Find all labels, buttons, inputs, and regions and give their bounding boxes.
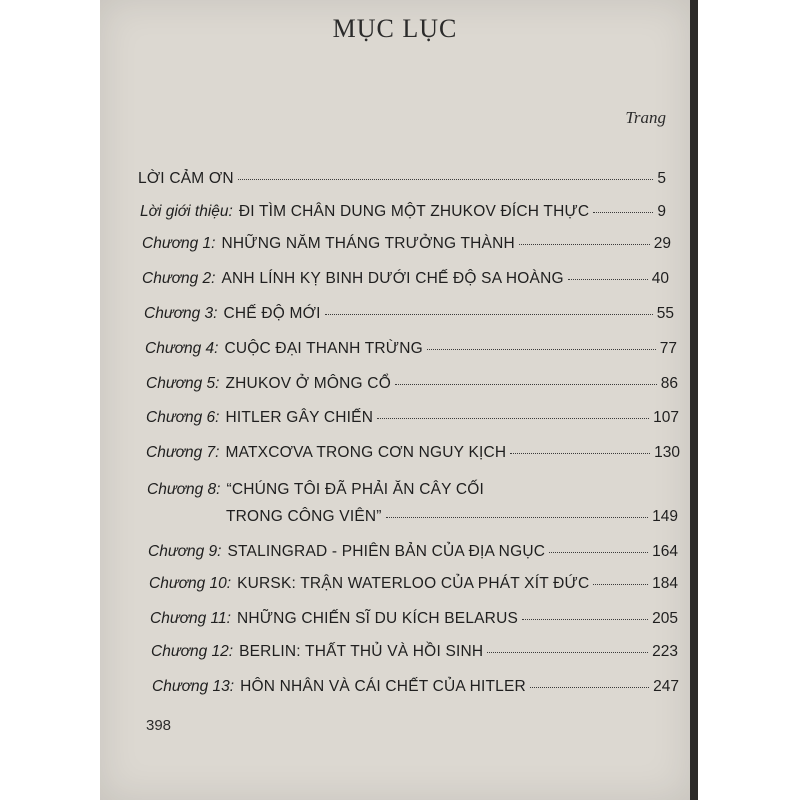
toc-entry [138, 170, 666, 188]
toc-entry [152, 678, 679, 696]
toc-entry-heading: BERLIN: THẤT THỦ VÀ HỒI SINH [239, 643, 484, 660]
toc-entry [147, 481, 484, 499]
toc-entry-label: Chương 10: [149, 575, 232, 592]
page-number: 398 [146, 717, 172, 734]
toc-entry-page: 9 [657, 203, 666, 220]
toc-entry-heading: ANH LÍNH KỴ BINH DƯỚI CHẾ ĐỘ SA HOÀNG [221, 270, 564, 287]
toc-entry-heading: LỜI CẢM ƠN [138, 170, 234, 187]
toc-entry-label: Chương 3: [144, 305, 218, 322]
toc-entry-page: 55 [656, 305, 674, 322]
toc-entry-page: 86 [660, 375, 678, 392]
dot-leader [377, 418, 649, 419]
toc-entry-label: Chương 12: [151, 643, 234, 660]
toc-entry-heading: MATXCƠVA TRONG CƠN NGUY KỊCH [225, 444, 507, 461]
toc-entry [150, 610, 678, 628]
toc-entry-heading: ĐI TÌM CHÂN DUNG MỘT ZHUKOV ĐÍCH THỰC [238, 203, 590, 220]
dot-leader [530, 687, 649, 688]
toc-entry-heading: ZHUKOV Ở MÔNG CỔ [225, 375, 391, 392]
page-title: MỤC LỤC [332, 14, 458, 43]
toc-entry-heading: “CHÚNG TÔI ĐÃ PHẢI ĂN CÂY CỐI [226, 481, 485, 498]
toc-entry-label: Chương 2: [142, 270, 216, 287]
dot-leader [593, 212, 653, 213]
toc-entry-page: 5 [657, 170, 666, 187]
toc-entry-label: Chương 7: [146, 444, 220, 461]
dot-leader [568, 279, 648, 280]
toc-entry-label: Chương 5: [146, 375, 220, 392]
dot-leader [395, 384, 657, 385]
dot-leader [487, 652, 648, 653]
toc-entry-label: Chương 9: [148, 543, 222, 560]
dot-leader [519, 244, 650, 245]
toc-entry-page: 149 [652, 508, 678, 525]
toc-entry [145, 340, 677, 358]
toc-entry-heading: NHỮNG NĂM THÁNG TRƯỞNG THÀNH [221, 235, 515, 252]
dot-leader [510, 453, 650, 454]
toc-entry-page: 107 [653, 409, 679, 426]
toc-entry-label: Chương 11: [150, 610, 231, 627]
toc-entry-page: 184 [652, 575, 678, 592]
toc-entry [144, 305, 674, 323]
page-column-label: Trang [625, 108, 666, 127]
toc-entry [146, 409, 679, 427]
toc-entry-label: Chương 1: [142, 235, 216, 252]
toc-entry [142, 270, 669, 288]
toc-entry-continuation [226, 508, 678, 526]
toc-entry-page: 247 [653, 678, 679, 695]
toc-entry-heading: KURSK: TRẬN WATERLOO CỦA PHÁT XÍT ĐỨC [237, 575, 590, 592]
toc-entry [148, 543, 678, 561]
toc-entry-heading: NHỮNG CHIẾN SĨ DU KÍCH BELARUS [236, 610, 519, 627]
toc-entry [146, 375, 678, 393]
toc-entry-label: Chương 8: [147, 481, 221, 498]
toc-entry-page: 164 [652, 543, 678, 560]
toc-entry-page: 130 [654, 444, 680, 461]
toc-entry-page: 223 [652, 643, 678, 660]
toc-entry-page: 205 [652, 610, 678, 627]
dot-leader [549, 552, 648, 553]
dot-leader [325, 314, 653, 315]
toc-entry-label: Lời giới thiệu: [140, 203, 233, 220]
toc-entry [142, 235, 671, 253]
toc-entry-page: 40 [651, 270, 669, 287]
toc-entry-heading: CUỘC ĐẠI THANH TRỪNG [224, 340, 423, 357]
toc-entry [149, 575, 678, 593]
toc-entry-label: Chương 13: [152, 678, 235, 695]
dot-leader [238, 179, 654, 180]
dot-leader [386, 517, 649, 518]
toc-entry [151, 643, 678, 661]
toc-entry-label: Chương 6: [146, 409, 220, 426]
dot-leader [593, 584, 648, 585]
toc-entry-heading: HÔN NHÂN VÀ CÁI CHẾT CỦA HITLER [240, 678, 526, 695]
toc-entry [140, 203, 666, 221]
toc-entry-heading-continuation: TRONG CÔNG VIÊN” [226, 508, 382, 525]
toc-entry-heading: HITLER GÂY CHIẾN [225, 409, 374, 426]
dot-leader [427, 349, 656, 350]
toc-entry-page: 29 [653, 235, 671, 252]
toc-entry-page: 77 [659, 340, 677, 357]
toc-entry-label: Chương 4: [145, 340, 219, 357]
book-page [100, 0, 690, 800]
toc-entry-heading: CHẾ ĐỘ MỚI [223, 305, 321, 322]
page-edge-shadow [690, 0, 698, 800]
toc-entry [146, 444, 680, 462]
toc-entry-heading: STALINGRAD - PHIÊN BẢN CỦA ĐỊA NGỤC [227, 543, 546, 560]
dot-leader [522, 619, 648, 620]
